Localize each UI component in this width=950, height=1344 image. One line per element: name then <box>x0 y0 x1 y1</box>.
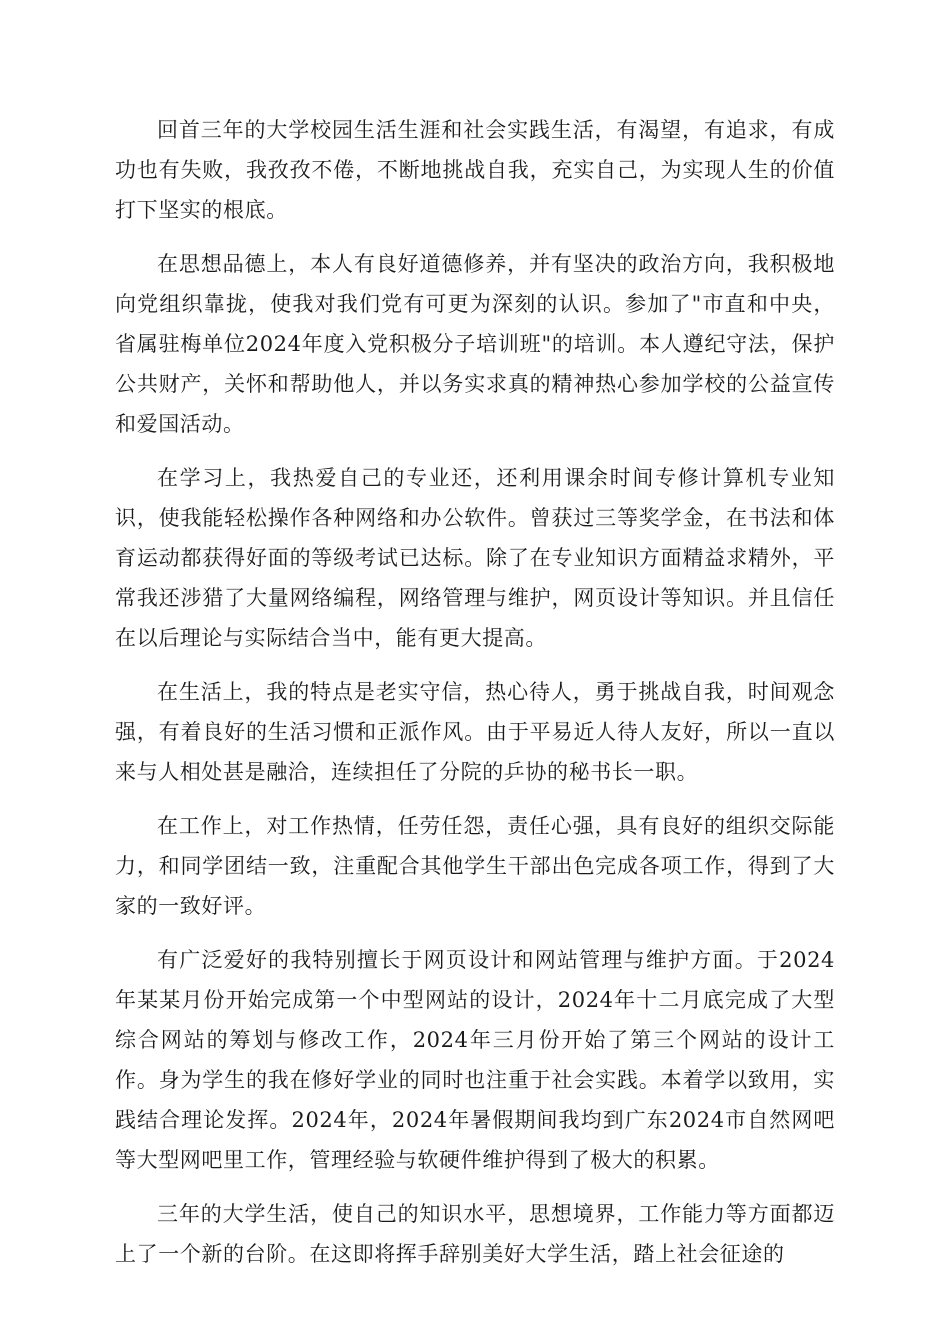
paragraph-work: 在工作上，对工作热情，任劳任怨，责任心强，具有良好的组织交际能力，和同学团结一致，注重配合其他学生干部出色完成各项工作，得到了大家的一致好评。 <box>115 814 835 918</box>
paragraph-hobbies: 有广泛爱好的我特别擅长于网页设计和网站管理与维护方面。于2024年某某月份开始完成第一个中型网站的设计，2024年十二月底完成了大型综合网站的筹划与修改工作，2024年三月份开始了第三个网站的设计工作。身为学生的我在修好学业的同时也注重于社会实践。本着学以致用，实践结合理论发挥。2024年，2024年暑假期间我均到广东2024市自然网吧等大型网吧里工作，管理经验与软硬件维护得到了极大的积累。 <box>115 948 835 1172</box>
paragraph-intro: 回首三年的大学校园生活生涯和社会实践生活，有渴望，有追求，有成功也有失败，我孜孜不倦，不断地挑战自我，充实自己，为实现人生的价值打下坚实的根底。 <box>115 118 835 222</box>
paragraph-ideology: 在思想品德上，本人有良好道德修养，并有坚决的政治方向，我积极地向党组织靠拢，使我对我们党有可更为深刻的认识。参加了"市直和中央，省属驻梅单位2024年度入党积极分子培训班"的培训。本人遵纪守法，保护公共财产，关怀和帮助他人，并以务实求真的精神热心参加学校的公益宣传和爱国活动。 <box>115 252 835 436</box>
paragraph-conclusion: 三年的大学生活，使自己的知识水平，思想境界，工作能力等方面都迈上了一个新的台阶。在这即将挥手辞别美好大学生活，踏上社会征途的 <box>115 1202 835 1266</box>
paragraph-life: 在生活上，我的特点是老实守信，热心待人，勇于挑战自我，时间观念强，有着良好的生活习惯和正派作风。由于平易近人待人友好，所以一直以来与人相处甚是融洽，连续担任了分院的乒协的秘书长一职。 <box>115 680 835 784</box>
paragraph-study: 在学习上，我热爱自己的专业还，还利用课余时间专修计算机专业知识，使我能轻松操作各种网络和办公软件。曾获过三等奖学金，在书法和体育运动都获得好面的等级考试已达标。除了在专业知识方面精益求精外，平常我还涉猎了大量网络编程，网络管理与维护，网页设计等知识。并且信任在以后理论与实际结合当中，能有更大提高。 <box>115 466 835 650</box>
document-body <box>115 110 835 1288</box>
